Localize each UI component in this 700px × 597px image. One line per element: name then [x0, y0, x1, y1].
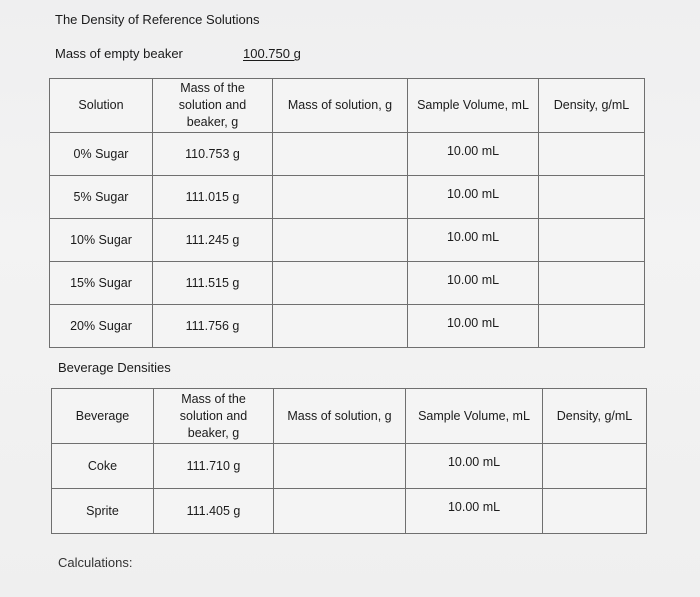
- page-title: The Density of Reference Solutions: [55, 12, 260, 27]
- mass-beaker-cell: 111.245 g: [153, 219, 273, 262]
- mass-beaker-cell: 111.015 g: [153, 176, 273, 219]
- header-mass-solution: Mass of solution, g: [274, 389, 406, 444]
- density-cell[interactable]: [543, 489, 647, 534]
- density-cell[interactable]: [539, 262, 645, 305]
- mass-beaker-cell: 111.405 g: [154, 489, 274, 534]
- header-sample-volume: Sample Volume, mL: [406, 389, 543, 444]
- density-cell[interactable]: [539, 305, 645, 348]
- header-beverage: Beverage: [52, 389, 154, 444]
- table-row: [52, 489, 647, 534]
- table-row: [50, 176, 645, 219]
- table-row: [50, 262, 645, 305]
- mass-beaker-cell: 111.756 g: [153, 305, 273, 348]
- density-cell[interactable]: [543, 444, 647, 489]
- volume-cell: 10.00 mL: [406, 444, 543, 489]
- header-mass-solution-beaker: Mass of the solution and beaker, g: [153, 79, 273, 133]
- empty-beaker-value: 100.750 g: [243, 46, 301, 61]
- beverage-section-title: Beverage Densities: [58, 360, 171, 375]
- mass-solution-cell[interactable]: [273, 305, 408, 348]
- mass-solution-cell[interactable]: [273, 219, 408, 262]
- table-row: [50, 133, 645, 176]
- solution-cell: 10% Sugar: [50, 219, 153, 262]
- mass-solution-cell[interactable]: [273, 176, 408, 219]
- reference-solutions-table: [49, 78, 645, 348]
- header-density: Density, g/mL: [539, 79, 645, 133]
- volume-cell: 10.00 mL: [408, 219, 539, 262]
- solution-cell: 15% Sugar: [50, 262, 153, 305]
- mass-solution-cell[interactable]: [273, 133, 408, 176]
- beverage-cell: Sprite: [52, 489, 154, 534]
- calculations-label: Calculations:: [58, 555, 133, 570]
- mass-solution-cell[interactable]: [273, 262, 408, 305]
- header-sample-volume: Sample Volume, mL: [408, 79, 539, 133]
- beverage-densities-table: [51, 388, 647, 534]
- volume-cell: 10.00 mL: [408, 176, 539, 219]
- header-mass-solution-beaker: Mass of the solution and beaker, g: [154, 389, 274, 444]
- solution-cell: 5% Sugar: [50, 176, 153, 219]
- volume-cell: 10.00 mL: [408, 133, 539, 176]
- mass-beaker-cell: 110.753 g: [153, 133, 273, 176]
- beverage-cell: Coke: [52, 444, 154, 489]
- mass-solution-cell[interactable]: [274, 444, 406, 489]
- empty-beaker-label: Mass of empty beaker: [55, 46, 183, 61]
- volume-cell: 10.00 mL: [408, 305, 539, 348]
- density-cell[interactable]: [539, 176, 645, 219]
- header-mass-solution: Mass of solution, g: [273, 79, 408, 133]
- table-row: [50, 305, 645, 348]
- mass-beaker-cell: 111.515 g: [153, 262, 273, 305]
- table-row: [52, 444, 647, 489]
- density-cell[interactable]: [539, 219, 645, 262]
- mass-solution-cell[interactable]: [274, 489, 406, 534]
- table-row: [50, 219, 645, 262]
- header-solution: Solution: [50, 79, 153, 133]
- density-cell[interactable]: [539, 133, 645, 176]
- solution-cell: 20% Sugar: [50, 305, 153, 348]
- volume-cell: 10.00 mL: [408, 262, 539, 305]
- solution-cell: 0% Sugar: [50, 133, 153, 176]
- volume-cell: 10.00 mL: [406, 489, 543, 534]
- table-header-row: [50, 79, 645, 133]
- table-header-row: [52, 389, 647, 444]
- header-density: Density, g/mL: [543, 389, 647, 444]
- mass-beaker-cell: 111.710 g: [154, 444, 274, 489]
